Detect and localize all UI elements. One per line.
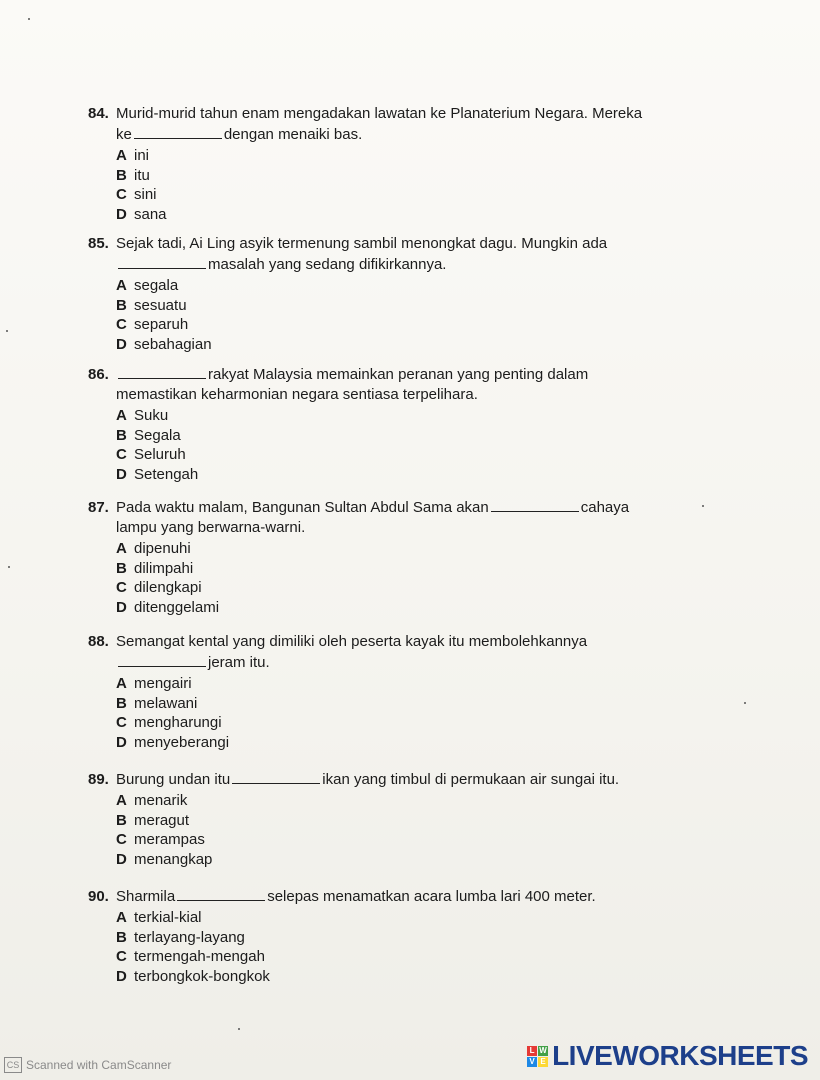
question-85 xyxy=(88,234,688,354)
option-c[interactable] xyxy=(116,445,688,465)
question-text: lampu yang berwarna-warni. xyxy=(116,519,306,536)
question-text: dengan menaiki bas. xyxy=(223,126,363,143)
option-letter: B xyxy=(116,811,127,829)
logo-tile: W xyxy=(539,1045,547,1055)
option-text: ditenggelami xyxy=(134,598,220,616)
liveworksheets-wordmark: LIVEWORKSHEETS xyxy=(552,1040,808,1071)
question-text: Semangat kental yang dimiliki oleh peserta kayak itu membolehkannya xyxy=(116,633,588,650)
option-text: terkial-kial xyxy=(134,909,202,926)
option-c[interactable] xyxy=(116,315,688,335)
question-stem-continued xyxy=(88,652,688,673)
option-text: dilimpahi xyxy=(134,559,194,577)
option-a[interactable] xyxy=(116,276,688,296)
option-text: Setengah xyxy=(134,465,199,483)
question-number: 89. xyxy=(88,771,109,788)
option-a[interactable] xyxy=(116,791,688,811)
option-list xyxy=(88,276,688,354)
answer-blank[interactable] xyxy=(134,124,222,139)
option-text: menarik xyxy=(134,792,188,809)
scan-speck xyxy=(238,1028,240,1030)
option-text: mengairi xyxy=(134,675,192,692)
camscanner-watermark xyxy=(4,1057,171,1073)
question-text: cahaya xyxy=(580,499,630,516)
question-text: ikan yang timbul di permukaan air sungai itu. xyxy=(322,771,620,788)
question-text: jeram itu. xyxy=(208,654,270,671)
option-letter: D xyxy=(116,335,127,353)
option-text: meragut xyxy=(134,811,190,829)
option-b[interactable] xyxy=(116,694,688,714)
option-d[interactable] xyxy=(116,465,688,485)
option-d[interactable] xyxy=(116,850,688,870)
question-87 xyxy=(88,497,688,617)
option-b[interactable] xyxy=(116,166,688,186)
option-letter: C xyxy=(116,714,127,731)
logo-tile: L xyxy=(527,1046,537,1056)
option-a[interactable] xyxy=(116,539,688,559)
question-89 xyxy=(88,769,688,869)
question-stem-continued xyxy=(88,385,688,405)
option-b[interactable] xyxy=(116,559,688,579)
question-stem-continued xyxy=(88,254,688,275)
question-number: 88. xyxy=(88,633,109,650)
option-letter: C xyxy=(116,579,127,596)
liveworksheets-brand[interactable] xyxy=(527,1040,808,1072)
option-a[interactable] xyxy=(116,908,688,928)
question-number: 84. xyxy=(88,105,109,122)
option-letter: A xyxy=(116,277,127,294)
option-letter: A xyxy=(116,675,127,692)
question-text: Burung undan itu xyxy=(116,771,231,788)
option-letter: B xyxy=(116,166,127,184)
option-text: separuh xyxy=(134,316,189,333)
option-text: dipenuhi xyxy=(134,540,191,557)
option-letter: D xyxy=(116,465,127,483)
option-b[interactable] xyxy=(116,426,688,446)
option-list xyxy=(88,674,688,752)
option-text: menyeberangi xyxy=(134,733,230,751)
option-list xyxy=(88,908,688,986)
option-text: Seluruh xyxy=(134,446,186,463)
scan-speck xyxy=(744,702,746,704)
answer-blank[interactable] xyxy=(118,652,206,667)
option-a[interactable] xyxy=(116,406,688,426)
option-c[interactable] xyxy=(116,830,688,850)
option-list xyxy=(88,406,688,484)
option-text: terlayang-layang xyxy=(134,928,245,946)
question-text: ke xyxy=(116,126,132,143)
option-letter: B xyxy=(116,928,127,946)
option-d[interactable] xyxy=(116,205,688,225)
answer-blank[interactable] xyxy=(491,497,579,512)
option-d[interactable] xyxy=(116,598,688,618)
question-number: 85. xyxy=(88,235,109,252)
option-a[interactable] xyxy=(116,146,688,166)
option-letter: B xyxy=(116,559,127,577)
scan-speck xyxy=(8,566,10,568)
question-text: masalah yang sedang difikirkannya. xyxy=(208,256,447,273)
question-86 xyxy=(88,364,688,484)
option-letter: A xyxy=(116,540,127,557)
option-list xyxy=(88,539,688,617)
option-b[interactable] xyxy=(116,928,688,948)
option-letter: B xyxy=(116,694,127,712)
answer-blank[interactable] xyxy=(118,254,206,269)
option-text: termengah-mengah xyxy=(134,948,265,965)
option-d[interactable] xyxy=(116,335,688,355)
option-letter: B xyxy=(116,426,127,444)
option-text: itu xyxy=(134,166,150,184)
option-letter: C xyxy=(116,446,127,463)
option-text: sesuatu xyxy=(134,296,187,314)
question-text: Murid-murid tahun enam mengadakan lawatan ke Planaterium Negara. Mereka xyxy=(116,105,643,122)
logo-tile: E xyxy=(538,1057,548,1067)
option-a[interactable] xyxy=(116,674,688,694)
question-stem-continued xyxy=(88,518,688,538)
option-c[interactable] xyxy=(116,947,688,967)
option-letter: D xyxy=(116,733,127,751)
option-text: sini xyxy=(134,186,157,203)
question-stem xyxy=(88,769,688,790)
question-84 xyxy=(88,104,688,224)
option-text: terbongkok-bongkok xyxy=(134,967,270,985)
option-text: mengharungi xyxy=(134,714,222,731)
answer-blank[interactable] xyxy=(232,769,320,784)
option-letter: A xyxy=(116,792,127,809)
option-text: sebahagian xyxy=(134,335,212,353)
liveworksheets-logo-icon xyxy=(527,1046,548,1067)
option-letter: D xyxy=(116,850,127,868)
question-number: 90. xyxy=(88,888,109,905)
option-letter: C xyxy=(116,316,127,333)
question-stem xyxy=(88,886,688,907)
scan-speck xyxy=(702,505,704,507)
option-d[interactable] xyxy=(116,967,688,987)
option-text: Segala xyxy=(134,426,181,444)
scan-speck xyxy=(6,330,8,332)
option-text: ini xyxy=(134,147,150,164)
question-text: rakyat Malaysia memainkan peranan yang penting dalam xyxy=(208,366,589,383)
option-letter: A xyxy=(116,407,127,424)
question-text: memastikan keharmonian negara sentiasa terpelihara. xyxy=(116,386,478,403)
option-list xyxy=(88,791,688,869)
camscanner-text: Scanned with CamScanner xyxy=(26,1058,172,1072)
question-stem xyxy=(88,234,688,254)
question-stem xyxy=(88,364,688,385)
question-number: 86. xyxy=(88,366,109,383)
question-stem-continued xyxy=(88,124,688,145)
option-letter: C xyxy=(116,186,127,203)
camscanner-icon: CS xyxy=(4,1057,22,1073)
option-text: melawani xyxy=(134,694,198,712)
option-letter: D xyxy=(116,205,127,223)
question-stem xyxy=(88,632,688,652)
question-text: Pada waktu malam, Bangunan Sultan Abdul Sama akan xyxy=(116,499,489,516)
option-b[interactable] xyxy=(116,811,688,831)
option-letter: C xyxy=(116,948,127,965)
question-text: Sejak tadi, Ai Ling asyik termenung sambil menongkat dagu. Mungkin ada xyxy=(116,235,608,252)
option-text: segala xyxy=(134,277,179,294)
logo-tile: V xyxy=(527,1057,537,1067)
question-90 xyxy=(88,886,688,986)
option-b[interactable] xyxy=(116,296,688,316)
option-c[interactable] xyxy=(116,578,688,598)
option-letter: C xyxy=(116,831,127,848)
option-c[interactable] xyxy=(116,185,688,205)
option-letter: D xyxy=(116,967,127,985)
option-list xyxy=(88,146,688,224)
question-number: 87. xyxy=(88,499,109,516)
option-text: Suku xyxy=(134,407,169,424)
option-text: dilengkapi xyxy=(134,579,202,596)
question-stem xyxy=(88,104,688,124)
question-text: Sharmila xyxy=(116,888,176,905)
option-text: sana xyxy=(134,205,167,223)
option-letter: A xyxy=(116,147,127,164)
option-letter: B xyxy=(116,296,127,314)
question-88 xyxy=(88,632,688,752)
option-c[interactable] xyxy=(116,713,688,733)
option-letter: D xyxy=(116,598,127,616)
question-stem xyxy=(88,497,688,518)
option-d[interactable] xyxy=(116,733,688,753)
question-text: selepas menamatkan acara lumba lari 400 meter. xyxy=(267,888,596,905)
answer-blank[interactable] xyxy=(177,886,265,901)
scan-speck xyxy=(28,18,30,20)
option-letter: A xyxy=(116,909,127,926)
answer-blank[interactable] xyxy=(118,364,206,379)
option-text: merampas xyxy=(134,831,205,848)
option-text: menangkap xyxy=(134,850,213,868)
